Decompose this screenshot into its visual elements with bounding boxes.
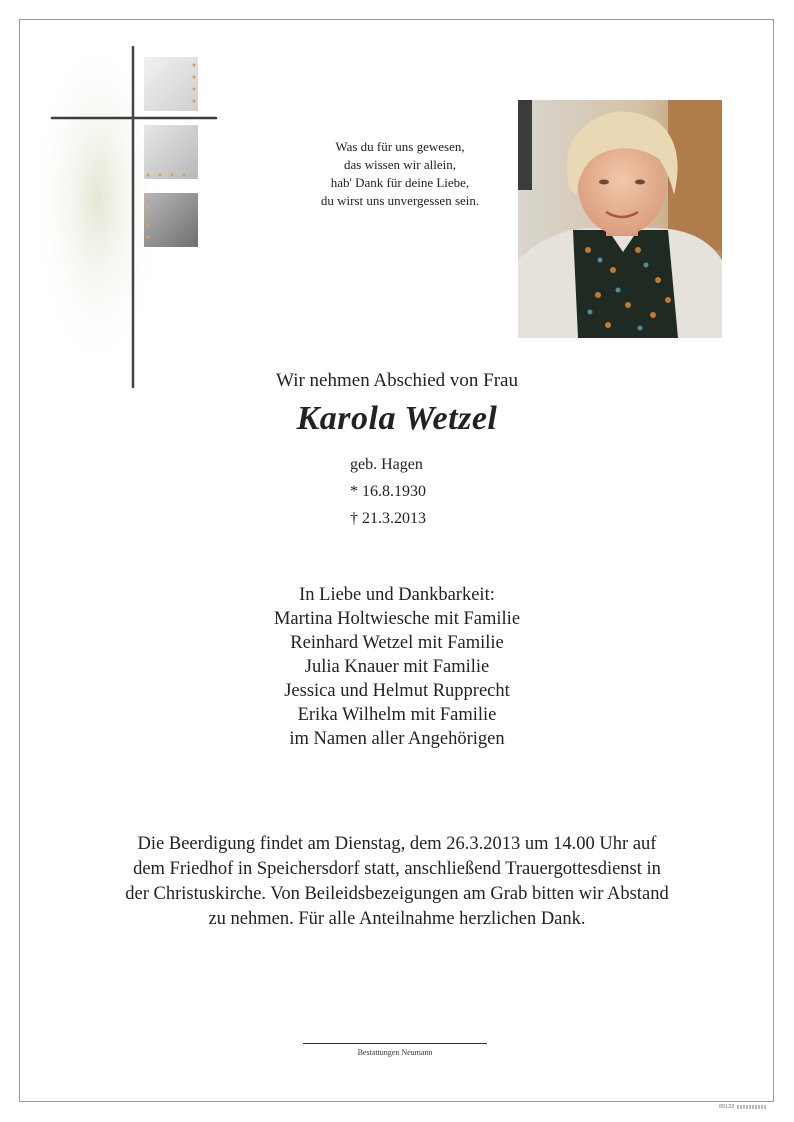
farewell-intro: Wir nehmen Abschied von Frau	[276, 370, 518, 391]
notice-line: dem Friedhof in Speichersdorf statt, anschließend Trauergottesdienst in	[133, 859, 661, 879]
notice-line: der Christuskirche. Von Beileidsbezeigungen am Grab bitten wir Abstand	[125, 884, 669, 904]
death-date: † 21.3.2013	[350, 510, 426, 527]
mourner-name: Erika Wilhelm mit Familie	[297, 705, 497, 725]
form-code-number: 89132	[719, 1104, 735, 1110]
undertaker-name: Bestattungen Neumann	[357, 1048, 433, 1057]
maiden-name: geb. Hagen	[350, 456, 423, 473]
form-code	[719, 1104, 767, 1110]
cross-icon	[28, 45, 223, 390]
birth-date: * 16.8.1930	[350, 483, 426, 500]
mourners-list	[0, 583, 794, 751]
printer-logo-icon	[737, 1105, 767, 1109]
deceased-details	[350, 451, 426, 532]
mourner-name: Jessica und Helmut Rupprecht	[284, 681, 510, 701]
mourner-name: im Namen aller Angehörigen	[289, 729, 505, 749]
mourner-name: Martina Holtwiesche mit Familie	[273, 609, 521, 629]
poem-line: Was du für uns gewesen,	[335, 139, 465, 154]
mourners-heading: In Liebe und Dankbarkeit:	[299, 585, 495, 605]
poem-line: du wirst uns unvergessen sein.	[320, 193, 480, 208]
funeral-notice	[0, 832, 794, 932]
portrait-photo	[518, 100, 722, 338]
poem-line: das wissen wir allein,	[344, 157, 456, 172]
signature-divider	[303, 1043, 487, 1044]
notice-line: Die Beerdigung findet am Dienstag, dem 26.3.2013 um 14.00 Uhr auf	[137, 834, 657, 854]
poem-line: hab' Dank für deine Liebe,	[330, 175, 470, 190]
deceased-name: Karola Wetzel	[296, 400, 498, 437]
mourner-name: Julia Knauer mit Familie	[304, 657, 490, 677]
mourner-name: Reinhard Wetzel mit Familie	[290, 633, 504, 653]
memorial-poem	[270, 138, 530, 210]
notice-line: zu nehmen. Für alle Anteilnahme herzlichen Dank.	[208, 909, 586, 929]
